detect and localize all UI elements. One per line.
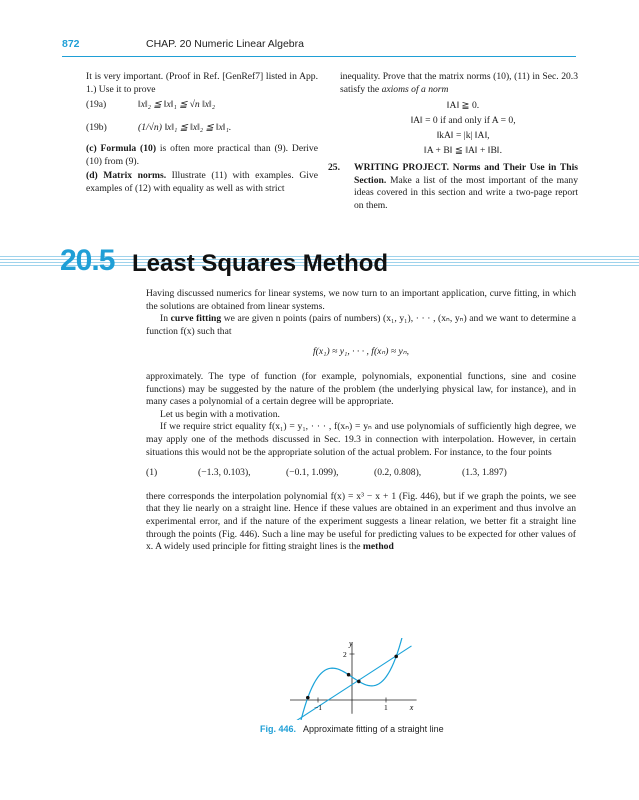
paragraph-2-b: we are given n points (pairs of numbers) (x₁, y₁), · · · , (xₙ, yₙ) and we want to determine a function f(x) such that — [146, 313, 577, 337]
item-d-text: Illustrate (11) with examples. Give examples of (12) with equality as well as with strict — [86, 170, 318, 194]
axiom-1: ‖A‖ ≧ 0. — [446, 100, 480, 112]
exercise-25-text — [354, 162, 578, 212]
exercise-25-body: Make a list of the most important of the many ideas covered in this section and write a two-page report on them. — [354, 174, 578, 211]
eq-19a-formula: ‖x‖₂ ≦ ‖x‖₁ ≦ √n ‖x‖₂ — [138, 99, 216, 111]
x-axis-label: x — [409, 703, 414, 712]
data-point-3 — [357, 680, 361, 684]
axiom-4: ‖A + B‖ ≦ ‖A‖ + ‖B‖. — [424, 145, 502, 157]
data-point-2 — [347, 673, 351, 677]
section-title: Least Squares Method — [132, 250, 389, 277]
running-header: CHAP. 20 Numeric Linear Algebra — [146, 38, 304, 50]
point-3: (0.2, 0.808), — [374, 467, 422, 479]
paragraph-5: If we require strict equality f(x₁) = y₁, · · · , f(xₙ) = yₙ and use polynomials of sufficiently high degree, we may apply one of the methods discussed in Sec. 19.3 in connection with interpolation. However, in certain situations this would not be the appropriate solution of the actual problem. For instance, to the four points — [146, 421, 576, 458]
eq-19b-label: (19b) — [86, 121, 107, 133]
paragraph-4: Let us begin with a motivation. — [160, 408, 280, 420]
right-intro — [328, 71, 578, 96]
item-c-head: (c) Formula (10) — [86, 143, 157, 155]
item-c-text: is often more practical than (9). Derive (10) from (9). — [86, 143, 318, 167]
right-intro-italic: axioms of a norm — [381, 83, 449, 95]
points-label: (1) — [146, 467, 158, 479]
paragraph-3: approximately. The type of function (for example, polynomials, exponential functions, sine and cosine functions) may be suggested by the nature of the problem (the underlying physical law, for instance), and in many cases a polynomial of a certain degree will be appropriate. — [146, 370, 576, 408]
point-2: (−0.1, 1.099), — [286, 467, 339, 479]
figure-caption — [260, 724, 444, 734]
paragraph-6-bold: method — [362, 541, 394, 553]
point-4: (1.3, 1.897) — [462, 467, 507, 479]
data-point-4 — [394, 655, 398, 659]
eq-19b — [86, 115, 318, 141]
exercise-25-number: 25. — [328, 162, 340, 174]
eq-19b-formula: (1/√n) ‖x‖₁ ≦ ‖x‖₂ ≦ ‖x‖₁. — [138, 121, 232, 133]
paragraph-2-bold: curve fitting — [170, 313, 222, 325]
item-d — [86, 170, 318, 195]
eq-19a — [86, 96, 318, 115]
axiom-3: ‖kA‖ = |k| ‖A‖, — [436, 130, 490, 142]
point-1: (−1.3, 0.103), — [198, 467, 251, 479]
y-tick-2: 2 — [343, 650, 347, 659]
right-column — [328, 71, 578, 213]
axiom-2: ‖A‖ = 0 if and only if A = 0, — [410, 115, 516, 127]
paragraph-1: Having discussed numerics for linear systems, we now turn to an important application, curve fitting, in which the solutions are obtained from linear systems. — [146, 288, 576, 312]
section-number: 20.5 — [60, 244, 115, 277]
right-intro-text: inequality. Prove that the matrix norms (10), (11) in Sec. 20.3 satisfy the — [340, 71, 578, 95]
paragraph-6-a: there corresponds the interpolation polynomial f(x) = x³ − x + 1 (Fig. 446), but if we graph the points, we see that they lie nearly on a straight line. Hence if these values are obtained in an experiment and thus involve an experimental error, and if the nature of the experiment suggests a linear relation, we better fit a straight line through the points (Fig. 446). Such a line may be useful for predicting values to be expected for other values of x. A widely used principle for fitting straight lines is the — [146, 490, 576, 553]
exercise-25 — [328, 162, 578, 212]
eq-19a-label: (19a) — [86, 99, 107, 111]
header-rule — [62, 56, 576, 57]
item-c — [86, 143, 318, 168]
left-intro: It is very important. (Proof in Ref. [GenRef7] listed in App. 1.) Use it to prove — [86, 71, 318, 95]
section-body — [146, 288, 576, 554]
paragraph-2 — [146, 313, 576, 338]
x-tick-minus-1: −1 — [314, 703, 322, 712]
data-point-1 — [306, 696, 310, 700]
y-axis-label: y — [349, 639, 353, 648]
points-equation — [146, 467, 576, 480]
left-column — [86, 71, 318, 196]
paragraph-6 — [146, 491, 576, 554]
page-number: 872 — [62, 38, 80, 50]
item-d-head: (d) Matrix norms. — [86, 170, 167, 182]
figure-446 — [290, 638, 430, 720]
figure-caption-text: Approximate fitting of a straight line — [303, 724, 444, 734]
norm-axioms — [328, 98, 578, 158]
figure-caption-number: Fig. 446. — [260, 724, 297, 734]
exercise-25-head: WRITING PROJECT. Norms and Their Use in This Section. — [354, 162, 578, 186]
display-equation: f(x₁) ≈ y₁, · · · , f(xₙ) ≈ yₙ, — [313, 346, 409, 358]
x-tick-1: 1 — [384, 703, 388, 712]
paragraph-2-a: In — [160, 313, 171, 325]
